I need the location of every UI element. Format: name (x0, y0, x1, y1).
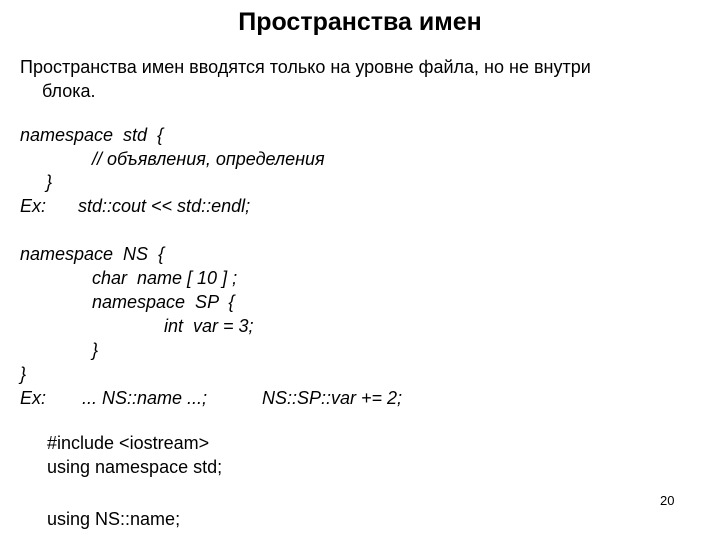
code-line: } (92, 340, 99, 360)
code-line: #include <iostream> (47, 433, 210, 453)
code-line: ... NS::name ...; (82, 388, 208, 408)
intro-line-2: блока. (42, 81, 96, 101)
code-line: namespace NS { (20, 244, 165, 264)
example-label: Ex: (20, 388, 47, 408)
code-line: // объявления, определения (92, 149, 325, 169)
intro-line-1: Пространства имен вводятся только на уровне файла, но не внутри (20, 57, 591, 77)
code-line: } (20, 364, 27, 384)
slide-title: Пространства имен (238, 8, 482, 36)
code-line: using namespace std; (47, 457, 223, 477)
example-label: Ex: (20, 196, 47, 216)
code-line: } (46, 172, 53, 192)
code-line: int var = 3; (164, 316, 254, 336)
code-line: char name [ 10 ] ; (92, 268, 238, 288)
code-line: using NS::name; (47, 509, 181, 529)
code-line: namespace SP { (92, 292, 235, 312)
code-line: std::cout << std::endl; (78, 196, 251, 216)
code-line: namespace std { (20, 125, 164, 145)
code-line: NS::SP::var += 2; (262, 388, 403, 408)
page-number: 20 (660, 493, 675, 508)
